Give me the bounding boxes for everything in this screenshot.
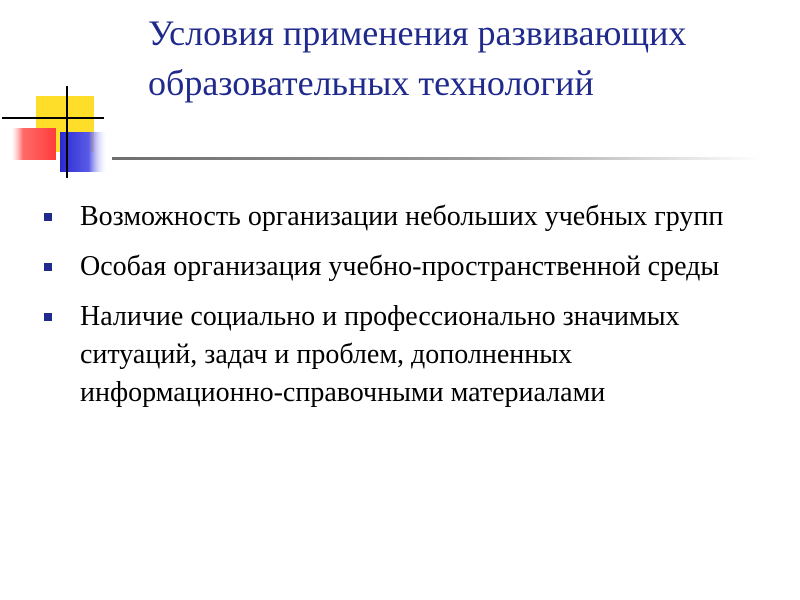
bullet-text: Наличие социально и профессионально значимых ситуаций, задач и проблем, дополненных информационно-справочными материалами [80,301,680,408]
bullet-text: Особая организация учебно-пространственной среды [80,251,720,282]
slide-title: Условия применения развивающих образовательных технологий [148,13,687,103]
bullet-item [42,298,742,412]
square-bullet-icon [44,213,52,221]
bullet-item [42,248,742,286]
square-bullet-icon [44,263,52,271]
bullet-list [42,198,742,424]
bullet-item [42,198,742,236]
square-bullet-icon [44,313,52,321]
decorative-squares-logo-icon [0,0,110,190]
bullet-text: Возможность организации небольших учебных групп [80,201,724,232]
logo-red-square [12,128,56,160]
title-underline-divider [112,157,762,160]
